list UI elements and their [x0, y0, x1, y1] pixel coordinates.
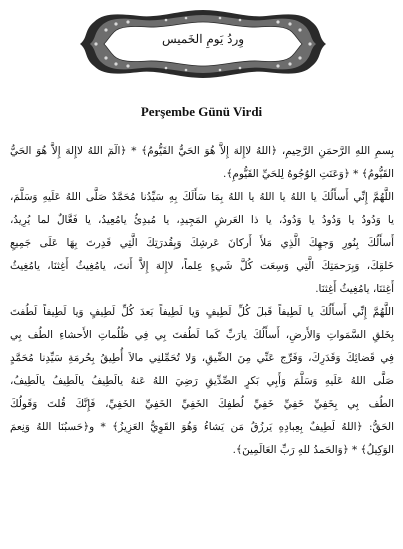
page-subtitle: Perşembe Günü Virdi	[140, 104, 263, 119]
text-line: القَيُّومُ﴾ * ﴿وَعَنَتِ الوُجُوهُ لِلحَيِّ القَيُّومِ﴾.	[223, 168, 394, 180]
text-line: الطُف بِي بِخَفِيِّ خَفِيِّ خَفِيِّ لُطفِكَ الخَفِيِّ الخَفِيِّ الخَفِيِّ، فَإِنَّكَ قُلتَ وَقَولُكَ	[10, 398, 394, 410]
paragraph-3	[10, 301, 394, 462]
prayer-text	[10, 140, 394, 462]
text-line: بِخَلقِ السَّمَواتِ وَالأَرضِ، أَسأَلُكَ يارَبِّ كَما لَطُفتَ بِي فِي ظُلُماتِ الأَحشاءِ الطُف بِي	[10, 329, 394, 341]
text-line: اللَّهُمَّ إِنِّي أَسأَلُكَ يا اللهُ يا اللهُ يا اللهُ بِمَا سَأَلَكَ بِهِ سَيِّدُنا مُحَمَّدٌ صَلَّى اللهُ عَلَيهِ وَسَلَّمَ،	[10, 191, 394, 203]
text-line: فِي قَضائِكَ وَقَدَرِكَ، وَفَرِّج عَنِّي مِنَ الضِّيقِ، وَلا تُحَمِّلنِي مالاَ أُطِيقُ بِحُرمَةِ سَيِّدِنا مُحَمَّدٍ	[10, 352, 394, 364]
text-line: اللَّهُمَّ إِنِّي أَسأَلُكَ يا لَطِيفاً قَبلَ كُلِّ لَطِيفٍ وَيا لَطِيفاً بَعدَ كُلِّ لَطِيفٍ وَيا لَطِيفاً لَطُفتَ	[10, 306, 394, 318]
text-line: أَسأَلُكَ بِنُورِ وَجهِكَ الَّذِي مَلأَ أَركانَ عَرشِكَ وَبِقُدرَتِكَ الَّتِي قَدِرتَ بِهَا عَلَى جَمِيعِ	[10, 237, 394, 249]
text-line: يا وَدُودُ يا وَدُودُ يا وَدُودُ، يا ذا العَرشِ المَجِيدِ، يا مُبدِئُ يامُعِيدُ، يا فَعَّالٌ لما يُرِيدُ،	[10, 214, 394, 226]
text-line: الحَقُّ: ﴿اللهُ لَطِيفٌ بِعِبادِهِ يَرزُقُ مَن يَشاءُ وَهُوَ القَوِيُّ العَزِيزُ﴾ * و﴿حَسبُنَا اللهُ وَنِعمَ	[10, 421, 394, 433]
text-line: صَلَّى اللهُ عَلَيهِ وَسَلَّمَ وَأَبِي بَكرٍ الصِّدِّيقِ رَضِيَ اللهُ عَنهُ يالَطِيفُ يالَطِيفُ يالَطِيفُ،	[10, 375, 394, 387]
text-line: أَغِثنَا، يامُغِيثُ أَغِثنَا.	[315, 283, 394, 295]
text-line: بِسمِ اللهِ الرَّحمَنِ الرَّحِيمِ، ﴿اللهُ لاإِلهَ إِلاَّ هُوَ الحَيُّ القَيُّومُ﴾ * ﴿الٓمٓ اللهُ لاإِلهَ إِلاَّ هُوَ الحَيُّ	[10, 145, 394, 157]
arabic-title: وِردُ يَومِ الخَميس	[161, 32, 245, 46]
paragraph-1	[10, 140, 394, 186]
text-line: الوَكِيلُ﴾ * ﴿وَالحَمدُ للهِ رَبِّ العَالَمِينَ﴾.	[232, 444, 394, 456]
text-line: خَلقِكَ، وَبِرَحمَتِكَ الَّتِي وَسِعَت كُلَّ شَيءٍ عِلماً، لاإِلهَ إِلاَّ أَنتَ، يامُغِيثُ أَغِثنَا، يامُغِيثُ	[10, 260, 394, 272]
paragraph-2	[10, 186, 394, 301]
